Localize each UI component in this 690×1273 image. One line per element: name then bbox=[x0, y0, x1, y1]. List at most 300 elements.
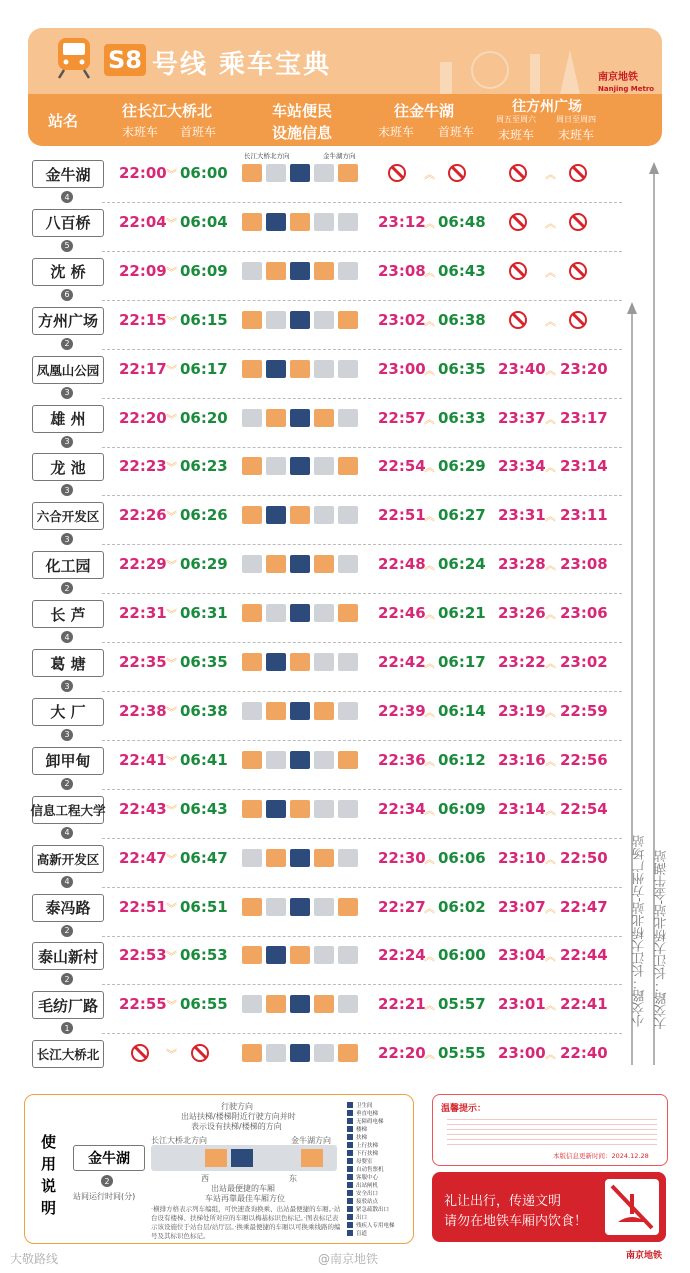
no-service-icon bbox=[509, 164, 527, 182]
fz-last-sun-thu: 22:50 bbox=[560, 848, 608, 867]
fz-last-sun-thu: 22:47 bbox=[560, 897, 608, 916]
fz-last-sun-thu: 23:14 bbox=[560, 457, 608, 476]
chevron-icon: ︽ bbox=[424, 901, 435, 915]
legend-icon-item bbox=[347, 1205, 409, 1213]
weibo-watermark-1: 大敬路线 bbox=[10, 1252, 59, 1266]
facility-strip bbox=[238, 308, 368, 332]
fz-last-sun-thu: 23:17 bbox=[560, 408, 608, 427]
facility-icon bbox=[347, 1198, 353, 1204]
carriage-box bbox=[290, 946, 310, 964]
chevron-icon: ︽ bbox=[545, 852, 556, 866]
carriage-box bbox=[242, 800, 262, 818]
station-name: 泰冯路 bbox=[32, 894, 104, 922]
facility-icon bbox=[347, 1222, 353, 1228]
carriage-box bbox=[242, 995, 262, 1013]
station-interval: 2 bbox=[61, 925, 73, 937]
station-name: 葛 塘 bbox=[32, 649, 104, 677]
fz-last-sun-thu: 23:08 bbox=[560, 555, 608, 574]
north-last-train: 22:04 bbox=[119, 212, 167, 231]
chevron-icon: ︽ bbox=[424, 999, 435, 1013]
chevron-icon: ︽ bbox=[424, 657, 435, 670]
carriage-box bbox=[314, 1044, 334, 1062]
station-name: 泰山新村 bbox=[32, 942, 104, 970]
row-divider bbox=[102, 349, 622, 350]
col-to-north: 往长江大桥北 bbox=[122, 102, 213, 120]
north-first-train: 06:31 bbox=[180, 604, 228, 623]
legend-icon-label: 楼梯 bbox=[356, 1127, 368, 1133]
chevron-icon: ︽ bbox=[545, 363, 556, 377]
carriage-box bbox=[290, 1044, 310, 1062]
row-divider bbox=[102, 887, 622, 888]
legend-icon-item bbox=[347, 1117, 409, 1125]
row-divider bbox=[102, 447, 622, 448]
notice-date: 本版信息更新时间：2024.12.28 bbox=[553, 1152, 649, 1160]
north-first-train: 06:23 bbox=[180, 457, 228, 476]
north-first-train: 06:47 bbox=[180, 848, 228, 867]
station-name: 卸甲甸 bbox=[32, 747, 104, 775]
carriage-box bbox=[290, 213, 310, 231]
big-route-label: 大交路：长江大桥北站-金牛湖站 bbox=[653, 850, 668, 1030]
facility-strip bbox=[238, 552, 368, 576]
chevron-icon: ︽ bbox=[424, 412, 435, 426]
north-first-train: 06:55 bbox=[180, 995, 228, 1014]
chevron-icon: ︾ bbox=[166, 999, 177, 1013]
facility-icon bbox=[347, 1158, 353, 1164]
jinniu-first-train: 05:55 bbox=[438, 1044, 486, 1063]
carriage-box bbox=[266, 604, 286, 622]
col-to-fangzhou: 往方州广场 bbox=[512, 99, 582, 115]
chevron-icon: ︽ bbox=[424, 314, 435, 328]
facility-icon bbox=[347, 1134, 353, 1140]
station-interval: 3 bbox=[61, 387, 73, 399]
row-divider bbox=[102, 984, 622, 985]
legend-icon-item bbox=[347, 1181, 409, 1189]
north-first-train: 06:00 bbox=[180, 164, 228, 182]
fz-last-fri-sat: 23:01 bbox=[498, 995, 546, 1014]
station-interval: 3 bbox=[61, 484, 73, 496]
carriage-box bbox=[314, 751, 334, 769]
civility-banner bbox=[432, 1172, 666, 1242]
station-interval: 6 bbox=[61, 289, 73, 301]
station-name: 六合开发区 bbox=[32, 502, 104, 530]
no-service-icon bbox=[569, 213, 587, 231]
carriage-box bbox=[266, 164, 286, 182]
carriage-box bbox=[290, 849, 310, 867]
carriage-box bbox=[314, 898, 334, 916]
carriage-box bbox=[314, 995, 334, 1013]
col-facilities-2: 设施信息 bbox=[272, 124, 333, 142]
chevron-icon: ︾ bbox=[166, 852, 177, 866]
chevron-icon: ︾ bbox=[166, 657, 177, 670]
carriage-box bbox=[338, 995, 358, 1013]
legend-icon-item bbox=[347, 1165, 409, 1173]
carriage-box bbox=[338, 898, 358, 916]
fz-last-fri-sat: 23:07 bbox=[498, 897, 546, 916]
jinniu-last-train: 22:51 bbox=[378, 506, 426, 525]
facility-strip bbox=[238, 210, 368, 234]
jinniu-first-train: 06:27 bbox=[438, 506, 486, 525]
jinniu-last-train: 22:42 bbox=[378, 653, 426, 671]
jinniu-first-train: 06:43 bbox=[438, 261, 486, 280]
carriage-box bbox=[338, 849, 358, 867]
carriage-box bbox=[314, 457, 334, 475]
carriage-box bbox=[314, 702, 334, 720]
legend-icon-label: 紧急疏散出口 bbox=[356, 1207, 390, 1213]
chevron-icon: ︽ bbox=[545, 901, 556, 915]
legend-icon-label: 无障碍电梯 bbox=[356, 1119, 384, 1125]
carriage-box bbox=[338, 946, 358, 964]
north-last-train: 22:47 bbox=[119, 848, 167, 867]
legend-icon-label: 垂直电梯 bbox=[356, 1111, 379, 1117]
carriage-box bbox=[314, 946, 334, 964]
chevron-icon: ︽ bbox=[424, 754, 435, 768]
chevron-icon: ︽ bbox=[424, 363, 435, 377]
usage-title: 使 用 说 明 bbox=[41, 1133, 57, 1217]
fz-last-fri-sat: 23:14 bbox=[498, 799, 546, 818]
station-interval: 4 bbox=[61, 631, 73, 643]
carriage-box bbox=[314, 360, 334, 378]
facility-icon bbox=[347, 1150, 353, 1156]
jinniu-last-train: 22:36 bbox=[378, 750, 426, 769]
facility-icon bbox=[347, 1102, 353, 1108]
carriage-box bbox=[290, 457, 310, 475]
legend-icon-label: 接驳站点 bbox=[356, 1199, 379, 1205]
chevron-icon: ︾ bbox=[166, 510, 177, 524]
chevron-icon: ︾ bbox=[166, 754, 177, 768]
jinniu-last-train: 22:57 bbox=[378, 408, 426, 427]
legend-icon-label: 盲道 bbox=[356, 1231, 368, 1237]
chevron-icon: ︽ bbox=[424, 559, 435, 573]
jinniu-first-train: 06:35 bbox=[438, 359, 486, 378]
no-service-icon bbox=[191, 1044, 209, 1062]
jinniu-first-train: 06:17 bbox=[438, 653, 486, 671]
legend-icon-label: 出口 bbox=[356, 1215, 368, 1221]
carriage-box bbox=[314, 506, 334, 524]
chevron-icon: ︽ bbox=[545, 1048, 556, 1062]
fz-last-fri-sat: 23:26 bbox=[498, 604, 546, 623]
chevron-icon: ︽ bbox=[545, 461, 556, 475]
chevron-icon: ︽ bbox=[424, 705, 435, 719]
carriage-box bbox=[338, 751, 358, 769]
jinniu-last-train: 23:12 bbox=[378, 212, 426, 231]
chevron-icon: ︽ bbox=[424, 265, 435, 279]
carriage-box bbox=[338, 506, 358, 524]
north-first-train: 06:35 bbox=[180, 653, 228, 671]
legend-icon-label: 安全出口 bbox=[356, 1191, 379, 1197]
carriage-box bbox=[242, 849, 262, 867]
north-first-train: 06:43 bbox=[180, 799, 228, 818]
row-divider bbox=[102, 936, 622, 937]
north-last-train: 22:35 bbox=[119, 653, 167, 671]
carriage-box bbox=[314, 604, 334, 622]
carriage-box bbox=[290, 800, 310, 818]
carriage-box bbox=[338, 409, 358, 427]
row-divider bbox=[102, 202, 622, 203]
column-header bbox=[28, 94, 662, 146]
chevron-icon: ︽ bbox=[424, 168, 435, 181]
chevron-icon: ︾ bbox=[166, 559, 177, 573]
legend-icon-label: 出站闸机 bbox=[356, 1183, 379, 1189]
chevron-icon: ︽ bbox=[424, 216, 435, 230]
north-first-train: 06:38 bbox=[180, 701, 228, 720]
legend-icon-item bbox=[347, 1229, 409, 1237]
jinniu-last-train: 22:24 bbox=[378, 946, 426, 965]
fz-last-sun-thu: 23:11 bbox=[560, 506, 608, 525]
fz-last-sun-thu: 22:44 bbox=[560, 946, 608, 965]
facility-icon bbox=[347, 1126, 353, 1132]
legend-description: ·横排方格表示列车编组，可快速查询换乘、出站最便捷的车厢。·站台设有楼梯、扶梯处所对应的车厢以梅基标识色标记。·图表标记表示该设施位于站台层/站厅层。·换乘最便捷的车厢以可换乘线路的编号及其标识色标记。 bbox=[151, 1205, 341, 1240]
carriage-box bbox=[242, 213, 262, 231]
station-name: 凤凰山公园 bbox=[32, 356, 104, 384]
chevron-icon: ︽ bbox=[545, 265, 556, 279]
chevron-icon: ︾ bbox=[166, 803, 177, 817]
facility-strip bbox=[238, 797, 368, 821]
north-first-train: 06:41 bbox=[180, 750, 228, 769]
notice-box bbox=[432, 1094, 668, 1166]
station-interval: 2 bbox=[61, 973, 73, 985]
station-interval: 3 bbox=[61, 680, 73, 692]
jinniu-first-train: 05:57 bbox=[438, 995, 486, 1014]
fz-last-sun-thu: 22:41 bbox=[560, 995, 608, 1014]
fz-last-sun-thu: 23:20 bbox=[560, 359, 608, 378]
carriage-box bbox=[338, 311, 358, 329]
carriage-box bbox=[338, 457, 358, 475]
jinniu-first-train: 06:24 bbox=[438, 555, 486, 574]
station-name: 方州广场 bbox=[32, 307, 104, 335]
facility-strip bbox=[238, 748, 368, 772]
jinniu-first-train: 06:06 bbox=[438, 848, 486, 867]
usage-guide bbox=[24, 1094, 414, 1244]
north-first-train: 06:17 bbox=[180, 359, 228, 378]
facility-icon bbox=[347, 1110, 353, 1116]
legend-icon-item bbox=[347, 1101, 409, 1109]
legend-icon-item bbox=[347, 1189, 409, 1197]
carriage-box bbox=[290, 555, 310, 573]
facility-icon bbox=[347, 1214, 353, 1220]
row-divider bbox=[102, 398, 622, 399]
carriage-box bbox=[290, 506, 310, 524]
legend-note-2: 表示设有扶梯/楼梯的方向 bbox=[191, 1122, 282, 1131]
jinniu-last-train: 22:34 bbox=[378, 799, 426, 818]
jinniu-last-train: 22:21 bbox=[378, 995, 426, 1014]
legend-icon-item bbox=[347, 1173, 409, 1181]
carriage-box bbox=[290, 311, 310, 329]
carriage-box bbox=[242, 409, 262, 427]
chevron-icon: ︽ bbox=[545, 657, 556, 670]
legend-icon-label: 下行扶梯 bbox=[356, 1151, 379, 1157]
north-last-train: 22:29 bbox=[119, 555, 167, 574]
chevron-icon: ︽ bbox=[424, 803, 435, 817]
notice-title: 温馨提示： bbox=[441, 1104, 487, 1114]
row-divider bbox=[102, 789, 622, 790]
fz-last-fri-sat: 23:34 bbox=[498, 457, 546, 476]
carriage-box bbox=[314, 262, 334, 280]
no-service-icon bbox=[131, 1044, 149, 1062]
legend-icon-label: 自动售票机 bbox=[356, 1167, 384, 1173]
carriage-box bbox=[266, 946, 286, 964]
interval-note: 站间运行时间(分) bbox=[73, 1192, 136, 1201]
chevron-icon: ︾ bbox=[166, 168, 177, 181]
legend-icon-item bbox=[347, 1141, 409, 1149]
chevron-icon: ︽ bbox=[424, 950, 435, 964]
fz-last-fri-sat: 23:40 bbox=[498, 359, 546, 378]
fz-last-fri-sat: 23:28 bbox=[498, 555, 546, 574]
legend-icon-item bbox=[347, 1133, 409, 1141]
north-last-train: 22:09 bbox=[119, 261, 167, 280]
carriage-box bbox=[266, 995, 286, 1013]
station-name: 雄 州 bbox=[32, 405, 104, 433]
north-last-train: 22:26 bbox=[119, 506, 167, 525]
north-first-train: 06:51 bbox=[180, 897, 228, 916]
nanjing-metro-logo: 南京地铁 Nanjing Metro bbox=[598, 72, 655, 93]
legend-dir-jinniu: 金牛湖方向 bbox=[291, 1136, 331, 1145]
north-last-train: 22:53 bbox=[119, 946, 167, 965]
chevron-icon: ︾ bbox=[166, 412, 177, 426]
no-service-icon bbox=[388, 164, 406, 182]
station-name: 大 厂 bbox=[32, 698, 104, 726]
carriage-box bbox=[242, 898, 262, 916]
carriage-box bbox=[290, 164, 310, 182]
carriage-box bbox=[290, 995, 310, 1013]
carriage-box bbox=[338, 164, 358, 182]
legend-icon-list bbox=[347, 1101, 409, 1237]
legend-icon-item bbox=[347, 1213, 409, 1221]
north-last-train: 22:20 bbox=[119, 408, 167, 427]
carriage-box bbox=[266, 702, 286, 720]
facility-strip bbox=[238, 357, 368, 381]
north-first-train: 06:53 bbox=[180, 946, 228, 965]
chevron-icon: ︽ bbox=[424, 461, 435, 475]
north-last-train: 22:23 bbox=[119, 457, 167, 476]
carriage-box bbox=[266, 849, 286, 867]
station-name: 龙 池 bbox=[32, 453, 104, 481]
carriage-box bbox=[338, 800, 358, 818]
line-badge: S8 bbox=[104, 44, 146, 76]
legend-east: 东 bbox=[289, 1174, 297, 1183]
legend-icon-item bbox=[347, 1157, 409, 1165]
chevron-icon: ︾ bbox=[166, 265, 177, 279]
station-interval: 3 bbox=[61, 436, 73, 448]
col-jinniu-last: 末班车 bbox=[378, 125, 415, 139]
no-service-icon bbox=[509, 262, 527, 280]
chevron-icon: ︽ bbox=[545, 168, 556, 181]
jinniu-first-train: 06:12 bbox=[438, 750, 486, 769]
station-name: 长江大桥北 bbox=[32, 1040, 104, 1068]
chevron-icon: ︾ bbox=[166, 950, 177, 964]
jinniu-last-train: 22:27 bbox=[378, 897, 426, 916]
chevron-icon: ︾ bbox=[166, 363, 177, 377]
facility-icon bbox=[347, 1206, 353, 1212]
train-icon bbox=[54, 36, 94, 80]
carriage-box bbox=[338, 1044, 358, 1062]
chevron-icon: ︽ bbox=[545, 754, 556, 768]
fz-last-sun-thu: 22:54 bbox=[560, 799, 608, 818]
page-title: 号线 乘车宝典 bbox=[152, 50, 332, 80]
jinniu-last-train: 23:02 bbox=[378, 310, 426, 329]
facility-strip bbox=[238, 1041, 368, 1065]
col-facilities-1: 车站便民 bbox=[272, 102, 333, 120]
carriage-box bbox=[338, 360, 358, 378]
carriage-box bbox=[290, 702, 310, 720]
chevron-icon: ︾ bbox=[166, 461, 177, 475]
jinniu-last-train: 23:00 bbox=[378, 359, 426, 378]
chevron-icon: ︽ bbox=[545, 803, 556, 817]
facility-strip bbox=[238, 161, 368, 185]
chevron-icon: ︽ bbox=[545, 559, 556, 573]
station-name: 长 芦 bbox=[32, 600, 104, 628]
facility-icon bbox=[347, 1118, 353, 1124]
carriage-box bbox=[242, 751, 262, 769]
carriage-box bbox=[338, 604, 358, 622]
chevron-icon: ︽ bbox=[545, 412, 556, 426]
legend-icon-label: 卫生间 bbox=[356, 1103, 373, 1109]
legend-car-pos: 车站再靠最佳车厢方位 bbox=[205, 1194, 285, 1203]
fz-last-sun-thu: 23:02 bbox=[560, 653, 608, 671]
legend-icon-label: 客服中心 bbox=[356, 1175, 379, 1181]
legend-west: 西 bbox=[201, 1174, 209, 1183]
facility-strip bbox=[238, 406, 368, 430]
chevron-icon: ︾ bbox=[166, 608, 177, 622]
facility-icon bbox=[347, 1174, 353, 1180]
carriage-box bbox=[290, 751, 310, 769]
no-service-icon bbox=[509, 213, 527, 231]
carriage-box bbox=[266, 506, 286, 524]
carriage-box bbox=[266, 457, 286, 475]
jinniu-first-train: 06:14 bbox=[438, 701, 486, 720]
carriage-box bbox=[266, 555, 286, 573]
jinniu-last-train: 23:08 bbox=[378, 261, 426, 280]
banner-line-1: 礼让出行，传递文明 bbox=[444, 1194, 562, 1209]
no-service-icon bbox=[569, 311, 587, 329]
carriage-box bbox=[338, 702, 358, 720]
small-route-label: 小交路：长江大桥北站-方州广场站 bbox=[631, 835, 646, 1028]
facility-strip bbox=[238, 650, 368, 674]
col-fz-last-2: 末班车 bbox=[558, 128, 595, 142]
fz-last-fri-sat: 23:04 bbox=[498, 946, 546, 965]
station-interval: 4 bbox=[61, 876, 73, 888]
legend-icon-item bbox=[347, 1149, 409, 1157]
carriage-box bbox=[314, 849, 334, 867]
row-divider bbox=[102, 691, 622, 692]
legend-icon-item bbox=[347, 1125, 409, 1133]
chevron-icon: ︾ bbox=[166, 314, 177, 328]
legend-icon-label: 母婴室 bbox=[356, 1159, 373, 1165]
row-divider bbox=[102, 495, 622, 496]
north-last-train: 22:41 bbox=[119, 750, 167, 769]
no-service-icon bbox=[448, 164, 466, 182]
north-last-train: 22:51 bbox=[119, 897, 167, 916]
chevron-icon: ︽ bbox=[424, 608, 435, 622]
station-interval: 1 bbox=[61, 1022, 73, 1034]
jinniu-first-train: 06:38 bbox=[438, 310, 486, 329]
col-to-jinniu: 往金牛湖 bbox=[394, 102, 455, 120]
carriage-box bbox=[266, 898, 286, 916]
legend-icon-label: 残疾人专用电梯 bbox=[356, 1223, 395, 1229]
jinniu-first-train: 06:48 bbox=[438, 212, 486, 231]
fz-last-sun-thu: 22:59 bbox=[560, 701, 608, 720]
carriage-box bbox=[242, 506, 262, 524]
north-first-train: 06:26 bbox=[180, 506, 228, 525]
carriage-box bbox=[242, 311, 262, 329]
carriage-box bbox=[266, 311, 286, 329]
row-divider bbox=[102, 544, 622, 545]
chevron-icon: ︽ bbox=[545, 950, 556, 964]
carriage-box bbox=[314, 213, 334, 231]
station-interval: 2 bbox=[61, 338, 73, 350]
skyline-decoration bbox=[430, 44, 590, 94]
chevron-icon: ︽ bbox=[424, 510, 435, 524]
carriage-box bbox=[242, 360, 262, 378]
